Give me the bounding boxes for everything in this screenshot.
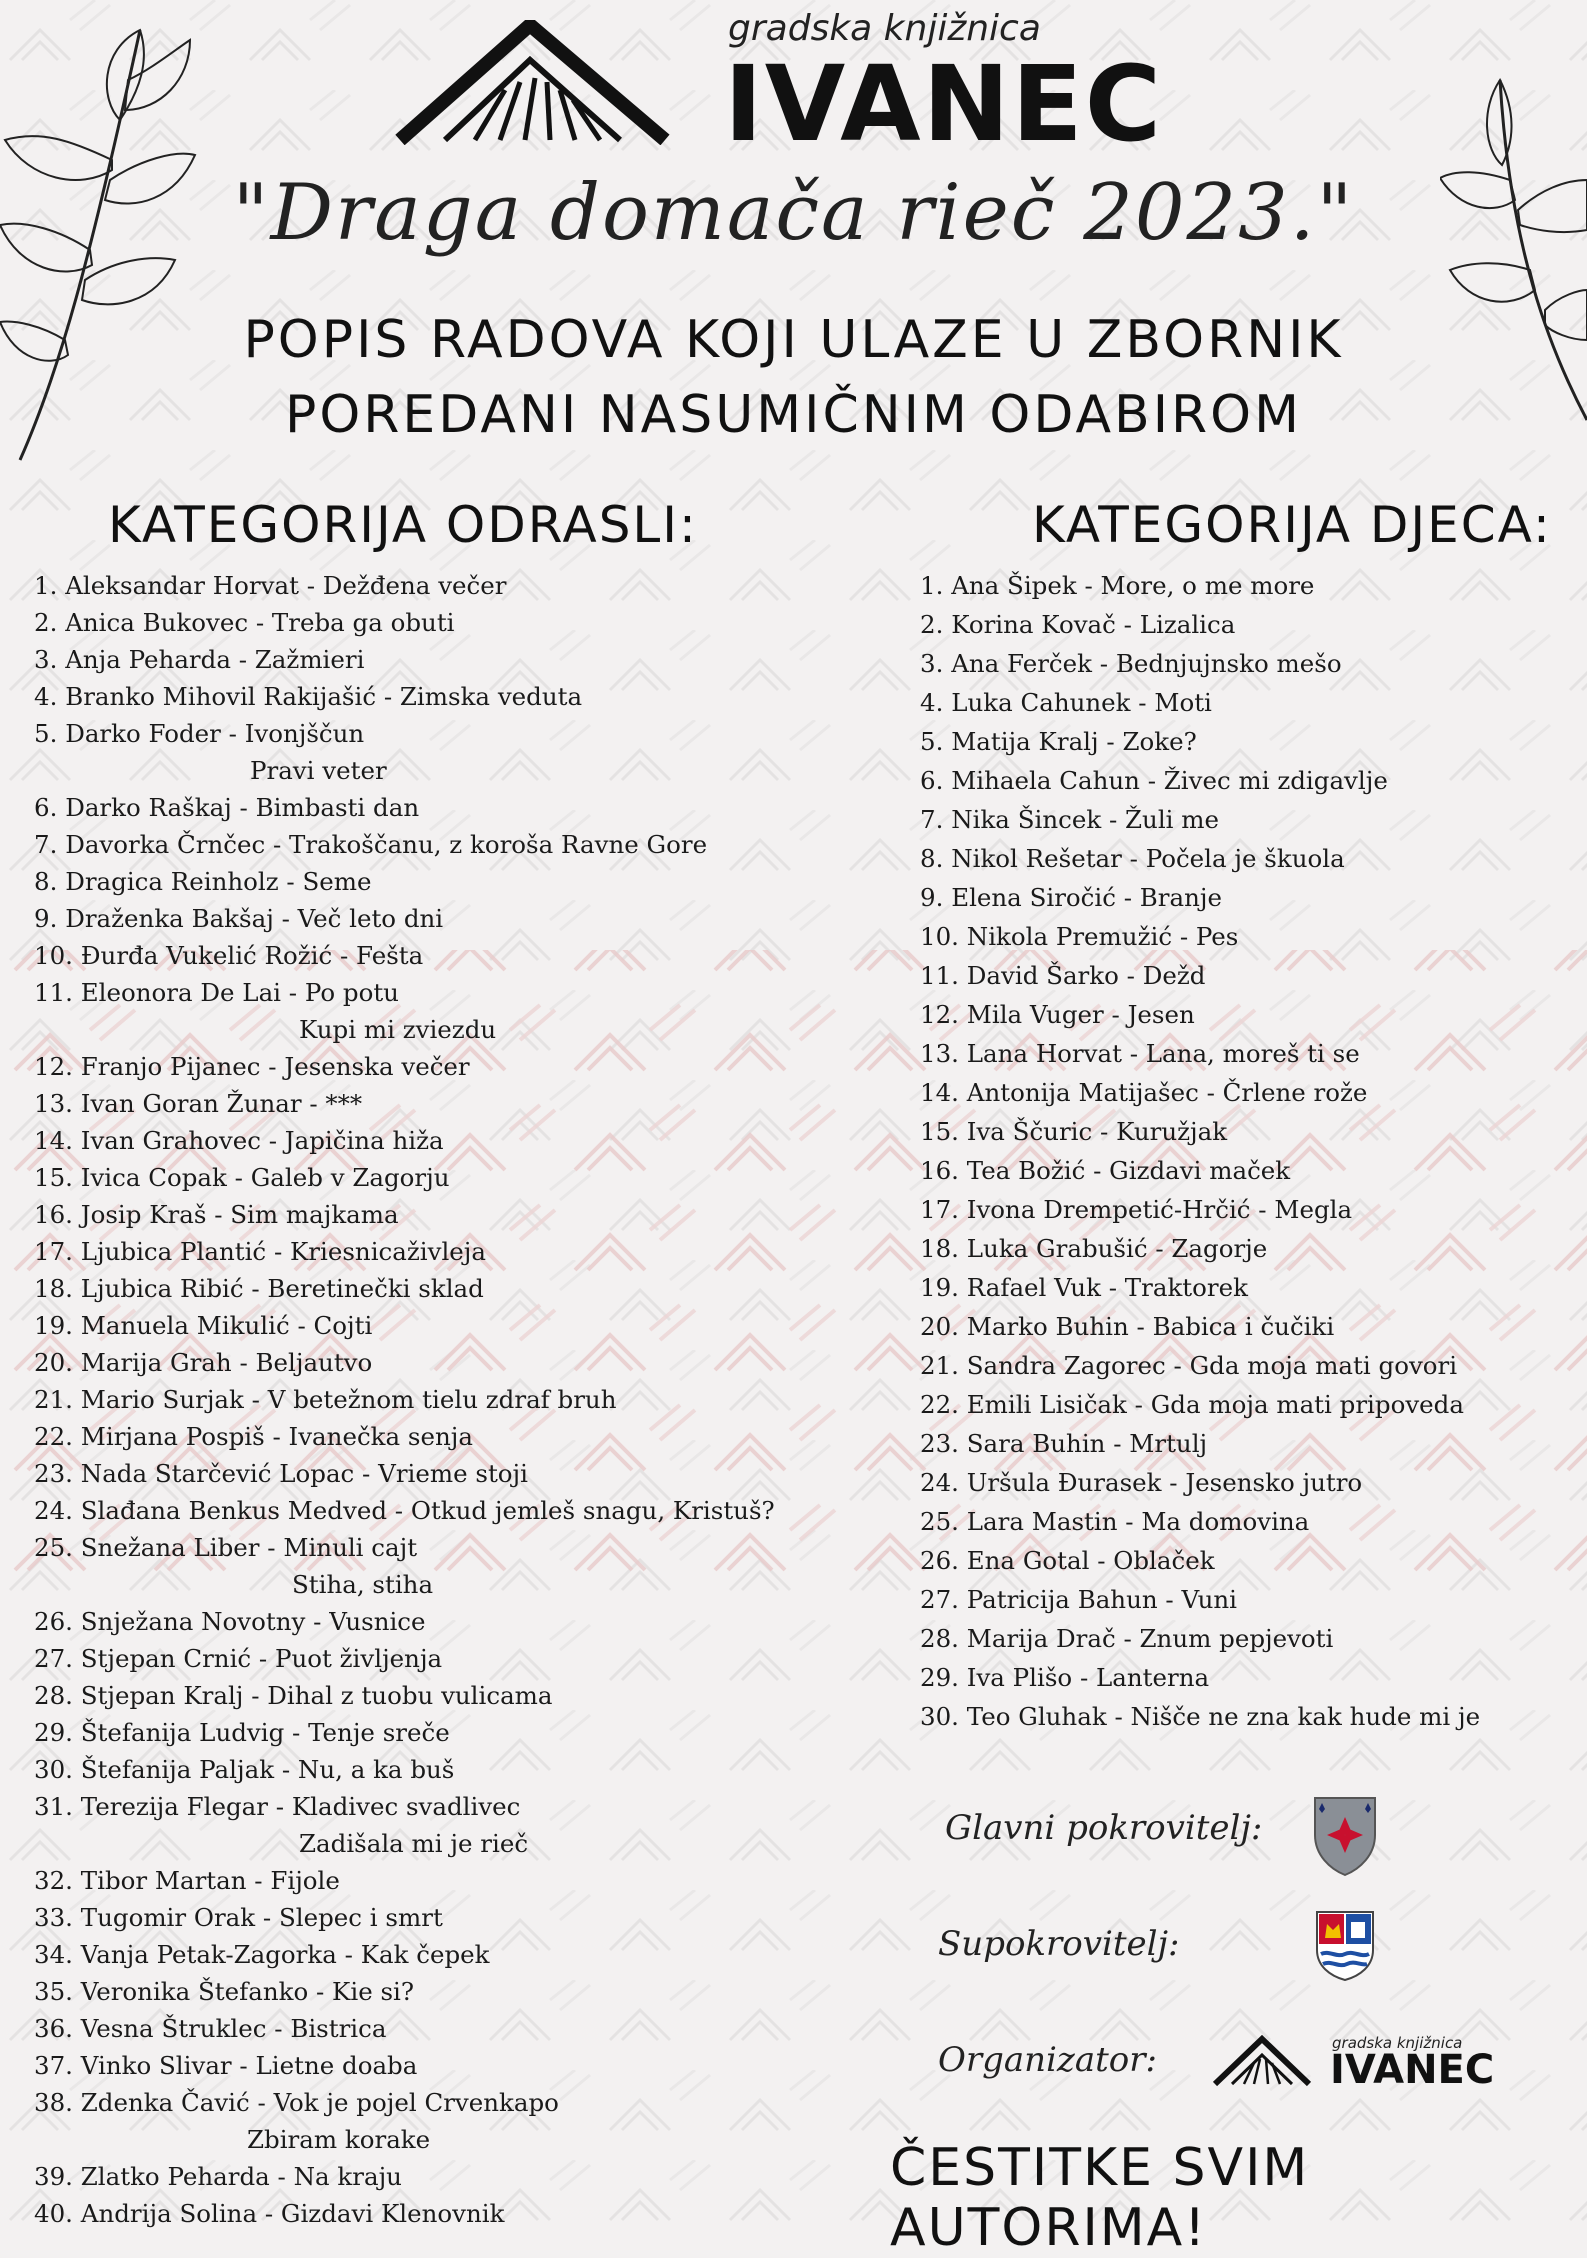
list-item <box>34 1085 775 1122</box>
list-item <box>920 1346 1480 1385</box>
item-number: 12. <box>920 1000 959 1029</box>
list-item <box>34 2047 775 2084</box>
item-number: 26. <box>34 1607 73 1636</box>
item-entry: Tugomir Orak - Slepec i smrt <box>80 1903 443 1932</box>
item-number: 3. <box>34 645 58 674</box>
item-number: 6. <box>920 766 944 795</box>
list-item <box>920 1190 1480 1229</box>
subtitle-line-1: POPIS RADOVA KOJI ULAZE U ZBORNIK <box>243 310 1344 370</box>
list-item <box>34 1640 775 1677</box>
list-item <box>920 1463 1480 1502</box>
list-item <box>34 1677 775 1714</box>
item-number: 30. <box>34 1755 73 1784</box>
list-item <box>920 1034 1480 1073</box>
item-number: 11. <box>920 961 959 990</box>
list-item <box>920 761 1480 800</box>
item-number: 35. <box>34 1977 73 2006</box>
list-item <box>34 678 775 715</box>
item-number: 23. <box>920 1429 959 1458</box>
list-item <box>34 1381 775 1418</box>
list-item <box>34 1196 775 1233</box>
item-entry: Matija Kralj - Zoke? <box>951 727 1197 756</box>
list-item <box>920 1268 1480 1307</box>
item-number: 27. <box>34 1644 73 1673</box>
item-entry: Ivica Copak - Galeb v Zagorju <box>80 1163 450 1192</box>
item-number: 9. <box>920 883 944 912</box>
list-item <box>920 566 1480 605</box>
list-item <box>920 1697 1480 1736</box>
subtitle-line-2: POREDANI NASUMIČNIM ODABIROM <box>285 385 1302 445</box>
list-item <box>34 715 775 789</box>
item-entry: Ivona Drempetić-Hrčić - Megla <box>966 1195 1353 1224</box>
item-number: 24. <box>920 1468 959 1497</box>
item-number: 8. <box>34 867 58 896</box>
item-entry: Ana Šipek - More, o me more <box>951 571 1315 600</box>
item-number: 9. <box>34 904 58 933</box>
item-entry: Emili Lisičak - Gda moja mati pripoveda <box>966 1390 1464 1419</box>
item-number: 33. <box>34 1903 73 1932</box>
logo-subtitle: gradska knjižnica <box>728 8 1041 49</box>
item-number: 25. <box>920 1507 959 1536</box>
item-entry: Draženka Bakšaj - Več leto dni <box>65 904 444 933</box>
item-number: 21. <box>920 1351 959 1380</box>
item-entry: Darko Raškaj - Bimbasti dan <box>65 793 420 822</box>
item-entry: Dragica Reinholz - Seme <box>65 867 372 896</box>
organizer-label: Organizator: <box>938 2040 1157 2080</box>
list-item <box>34 1307 775 1344</box>
list-item <box>34 1862 775 1899</box>
item-number: 18. <box>34 1274 73 1303</box>
adults-heading: KATEGORIJA ODRASLI: <box>108 496 698 554</box>
list-item <box>920 1541 1480 1580</box>
list-item <box>34 1788 775 1862</box>
list-item <box>920 956 1480 995</box>
list-item <box>920 878 1480 917</box>
co-sponsor-label: Supokrovitelj: <box>938 1924 1180 1964</box>
list-item <box>920 800 1480 839</box>
item-number: 14. <box>34 1126 73 1155</box>
children-list <box>920 566 1480 1736</box>
item-number: 40. <box>34 2199 73 2228</box>
list-item <box>34 1603 775 1640</box>
item-number: 12. <box>34 1052 73 1081</box>
list-item <box>34 1122 775 1159</box>
item-entry: Tibor Martan - Fijole <box>80 1866 340 1895</box>
list-item <box>920 1112 1480 1151</box>
main-sponsor-label: Glavni pokrovitelj: <box>945 1808 1263 1848</box>
list-item <box>34 2195 775 2232</box>
item-number: 7. <box>34 830 58 859</box>
item-entry: Mihaela Cahun - Živec mi zdigavlje <box>951 766 1388 795</box>
list-item <box>34 1159 775 1196</box>
item-entry: Veronika Štefanko - Kie si? <box>80 1977 415 2006</box>
item-entry: Ljubica Plantić - Kriesnicaživleja <box>80 1237 486 1266</box>
item-entry: Ljubica Ribić - Beretinečki sklad <box>80 1274 484 1303</box>
item-entry: Vinko Slivar - Lietne doaba <box>80 2051 418 2080</box>
item-entry-continuation: Pravi veter <box>250 756 387 785</box>
item-entry: Elena Siročić - Branje <box>951 883 1222 912</box>
list-item <box>34 1529 775 1603</box>
item-number: 11. <box>34 978 73 1007</box>
item-entry: Nikola Premužić - Pes <box>966 922 1239 951</box>
list-item <box>34 937 775 974</box>
list-item <box>34 974 775 1048</box>
item-number: 36. <box>34 2014 73 2043</box>
list-item <box>34 1418 775 1455</box>
list-item <box>34 2084 775 2158</box>
county-coat-of-arms-icon <box>1315 1910 1375 1982</box>
item-entry: Mirjana Pospiš - Ivanečka senja <box>80 1422 473 1451</box>
item-entry: Vanja Petak-Zagorka - Kak čepek <box>80 1940 490 1969</box>
library-book-logo-icon <box>395 20 670 145</box>
item-number: 20. <box>34 1348 73 1377</box>
item-number: 2. <box>920 610 944 639</box>
item-number: 20. <box>920 1312 959 1341</box>
list-item <box>34 1492 775 1529</box>
item-entry: Štefanija Ludvig - Tenje sreče <box>80 1718 450 1747</box>
item-entry: Mila Vuger - Jesen <box>966 1000 1195 1029</box>
list-item <box>34 2010 775 2047</box>
list-item <box>920 917 1480 956</box>
item-entry-continuation: Stiha, stiha <box>292 1570 434 1599</box>
item-entry: Nika Šincek - Žuli me <box>951 805 1220 834</box>
list-item <box>34 567 775 604</box>
item-number: 15. <box>920 1117 959 1146</box>
list-item <box>920 644 1480 683</box>
list-item <box>920 1307 1480 1346</box>
town-coat-of-arms-icon <box>1312 1795 1378 1877</box>
item-number: 10. <box>34 941 73 970</box>
item-entry: Nikol Rešetar - Počela je škuola <box>951 844 1345 873</box>
list-item <box>34 789 775 826</box>
item-number: 5. <box>920 727 944 756</box>
list-item <box>34 1973 775 2010</box>
item-entry-continuation: Zbiram korake <box>247 2125 431 2154</box>
item-entry: Ana Ferček - Bednjujnsko mešo <box>951 649 1342 678</box>
item-entry: Iva Ščuric - Kuružjak <box>966 1117 1228 1146</box>
item-entry: Lana Horvat - Lana, moreš ti se <box>966 1039 1360 1068</box>
item-number: 21. <box>34 1385 73 1414</box>
item-number: 34. <box>34 1940 73 1969</box>
item-number: 4. <box>920 688 944 717</box>
item-number: 4. <box>34 682 58 711</box>
children-heading: KATEGORIJA DJECA: <box>1032 496 1552 554</box>
item-number: 28. <box>34 1681 73 1710</box>
item-entry-continuation: Zadišala mi je rieč <box>299 1829 529 1858</box>
item-number: 6. <box>34 793 58 822</box>
item-entry: Davorka Črnčec - Trakoščanu, z koroša Ravne Gore <box>65 830 708 859</box>
list-item <box>34 1270 775 1307</box>
item-number: 1. <box>920 571 944 600</box>
list-item <box>920 1580 1480 1619</box>
item-entry: Zlatko Peharda - Na kraju <box>80 2162 402 2191</box>
list-item <box>34 1455 775 1492</box>
item-entry: Vesna Štruklec - Bistrica <box>80 2014 387 2043</box>
item-number: 31. <box>34 1792 73 1821</box>
item-number: 28. <box>920 1624 959 1653</box>
list-item <box>920 1385 1480 1424</box>
item-entry: Stjepan Kralj - Dihal z tuobu vulicama <box>80 1681 553 1710</box>
item-entry: Darko Foder - Ivonjščun <box>65 719 365 748</box>
item-entry: Snežana Liber - Minuli cajt <box>80 1533 418 1562</box>
item-entry: Ivan Grahovec - Japičina hiža <box>80 1126 444 1155</box>
item-entry: Antonija Matijašec - Črlene rože <box>966 1078 1368 1107</box>
item-number: 3. <box>920 649 944 678</box>
item-entry: Andrija Solina - Gizdavi Klenovnik <box>80 2199 505 2228</box>
item-entry: Patricija Bahun - Vuni <box>966 1585 1238 1614</box>
item-number: 17. <box>34 1237 73 1266</box>
item-entry: Teo Gluhak - Nišče ne zna kak hude mi je <box>966 1702 1481 1731</box>
organizer-logo-icon <box>1212 2035 1312 2087</box>
item-entry: Anica Bukovec - Treba ga obuti <box>65 608 455 637</box>
adults-list <box>34 567 775 2232</box>
list-item <box>920 1073 1480 1112</box>
congratulations-text: ČESTITKE SVIM AUTORIMA! <box>890 2138 1310 2258</box>
item-number: 29. <box>34 1718 73 1747</box>
list-item <box>34 1048 775 1085</box>
item-number: 24. <box>34 1496 73 1525</box>
item-entry: Franjo Pijanec - Jesenska večer <box>80 1052 470 1081</box>
list-item <box>34 900 775 937</box>
item-entry: Ena Gotal - Oblaček <box>966 1546 1215 1575</box>
item-entry: Marko Buhin - Babica i čučiki <box>966 1312 1335 1341</box>
item-entry: Zdenka Čavić - Vok je pojel Crvenkapo <box>80 2088 559 2117</box>
list-item <box>34 1344 775 1381</box>
item-number: 19. <box>920 1273 959 1302</box>
item-number: 5. <box>34 719 58 748</box>
item-number: 8. <box>920 844 944 873</box>
item-number: 10. <box>920 922 959 951</box>
item-number: 15. <box>34 1163 73 1192</box>
item-number: 27. <box>920 1585 959 1614</box>
list-item <box>920 1229 1480 1268</box>
item-number: 13. <box>34 1089 73 1118</box>
item-entry: Aleksandar Horvat - Dežđena večer <box>65 571 507 600</box>
item-entry: Luka Cahunek - Moti <box>951 688 1212 717</box>
list-item <box>34 604 775 641</box>
item-entry: Marija Grah - Beljautvo <box>80 1348 373 1377</box>
item-number: 32. <box>34 1866 73 1895</box>
list-item <box>920 1424 1480 1463</box>
list-item <box>34 1714 775 1751</box>
item-number: 14. <box>920 1078 959 1107</box>
item-number: 2. <box>34 608 58 637</box>
item-number: 19. <box>34 1311 73 1340</box>
item-entry: Branko Mihovil Rakijašić - Zimska veduta <box>65 682 583 711</box>
item-entry: Đurđa Vukelić Rožić - Fešta <box>80 941 424 970</box>
list-item <box>920 683 1480 722</box>
item-entry: Anja Peharda - Zažmieri <box>65 645 365 674</box>
item-number: 7. <box>920 805 944 834</box>
page-title: "Draga domača rieč 2023." <box>232 168 1355 258</box>
list-item <box>920 995 1480 1034</box>
list-item <box>920 1502 1480 1541</box>
item-number: 29. <box>920 1663 959 1692</box>
item-number: 22. <box>34 1422 73 1451</box>
item-entry: Korina Kovač - Lizalica <box>951 610 1236 639</box>
list-item <box>34 1751 775 1788</box>
item-entry: Luka Grabušić - Zagorje <box>966 1234 1268 1263</box>
item-entry: Nada Starčević Lopac - Vrieme stoji <box>80 1459 528 1488</box>
list-item <box>34 2158 775 2195</box>
item-number: 13. <box>920 1039 959 1068</box>
item-entry: Stjepan Crnić - Puot življenja <box>80 1644 443 1673</box>
item-entry: David Šarko - Dežd <box>966 961 1206 990</box>
item-number: 38. <box>34 2088 73 2117</box>
item-entry: Štefanija Paljak - Nu, a ka buš <box>80 1755 455 1784</box>
item-entry: Slađana Benkus Medved - Otkud jemleš snagu, Kristuš? <box>80 1496 775 1525</box>
item-entry: Manuela Mikulić - Cojti <box>80 1311 373 1340</box>
item-number: 18. <box>920 1234 959 1263</box>
list-item <box>920 605 1480 644</box>
list-item <box>34 1233 775 1270</box>
item-number: 30. <box>920 1702 959 1731</box>
item-entry: Iva Plišo - Lanterna <box>966 1663 1210 1692</box>
item-number: 26. <box>920 1546 959 1575</box>
item-entry: Uršula Đurasek - Jesensko jutro <box>966 1468 1363 1497</box>
item-number: 17. <box>920 1195 959 1224</box>
item-entry: Sara Buhin - Mrtulj <box>966 1429 1208 1458</box>
organizer-logo-subtitle: gradska knjižnica <box>1332 2034 1463 2052</box>
item-number: 16. <box>920 1156 959 1185</box>
list-item <box>34 1899 775 1936</box>
item-number: 1. <box>34 571 58 600</box>
item-entry-continuation: Kupi mi zviezdu <box>299 1015 497 1044</box>
list-item <box>920 839 1480 878</box>
item-entry: Marija Drač - Znum pepjevoti <box>966 1624 1334 1653</box>
item-number: 25. <box>34 1533 73 1562</box>
item-number: 23. <box>34 1459 73 1488</box>
item-number: 16. <box>34 1200 73 1229</box>
list-item <box>34 826 775 863</box>
list-item <box>34 1936 775 1973</box>
item-entry: Snježana Novotny - Vusnice <box>80 1607 426 1636</box>
list-item <box>34 863 775 900</box>
list-item <box>920 1619 1480 1658</box>
logo-name: IVANEC <box>724 43 1164 165</box>
organizer-logo-name: IVANEC <box>1330 2047 1495 2093</box>
item-entry: Eleonora De Lai - Po potu <box>80 978 399 1007</box>
item-number: 37. <box>34 2051 73 2080</box>
list-item <box>34 641 775 678</box>
item-number: 22. <box>920 1390 959 1419</box>
item-entry: Terezija Flegar - Kladivec svadlivec <box>80 1792 521 1821</box>
list-item <box>920 1151 1480 1190</box>
item-entry: Josip Kraš - Sim majkama <box>80 1200 399 1229</box>
item-entry: Sandra Zagorec - Gda moja mati govori <box>966 1351 1458 1380</box>
list-item <box>920 1658 1480 1697</box>
item-entry: Ivan Goran Žunar - *** <box>80 1089 363 1118</box>
item-entry: Tea Božić - Gizdavi maček <box>966 1156 1291 1185</box>
item-entry: Lara Mastin - Ma domovina <box>966 1507 1310 1536</box>
item-entry: Mario Surjak - V betežnom tielu zdraf bruh <box>80 1385 617 1414</box>
list-item <box>920 722 1480 761</box>
item-number: 39. <box>34 2162 73 2191</box>
item-entry: Rafael Vuk - Traktorek <box>966 1273 1248 1302</box>
